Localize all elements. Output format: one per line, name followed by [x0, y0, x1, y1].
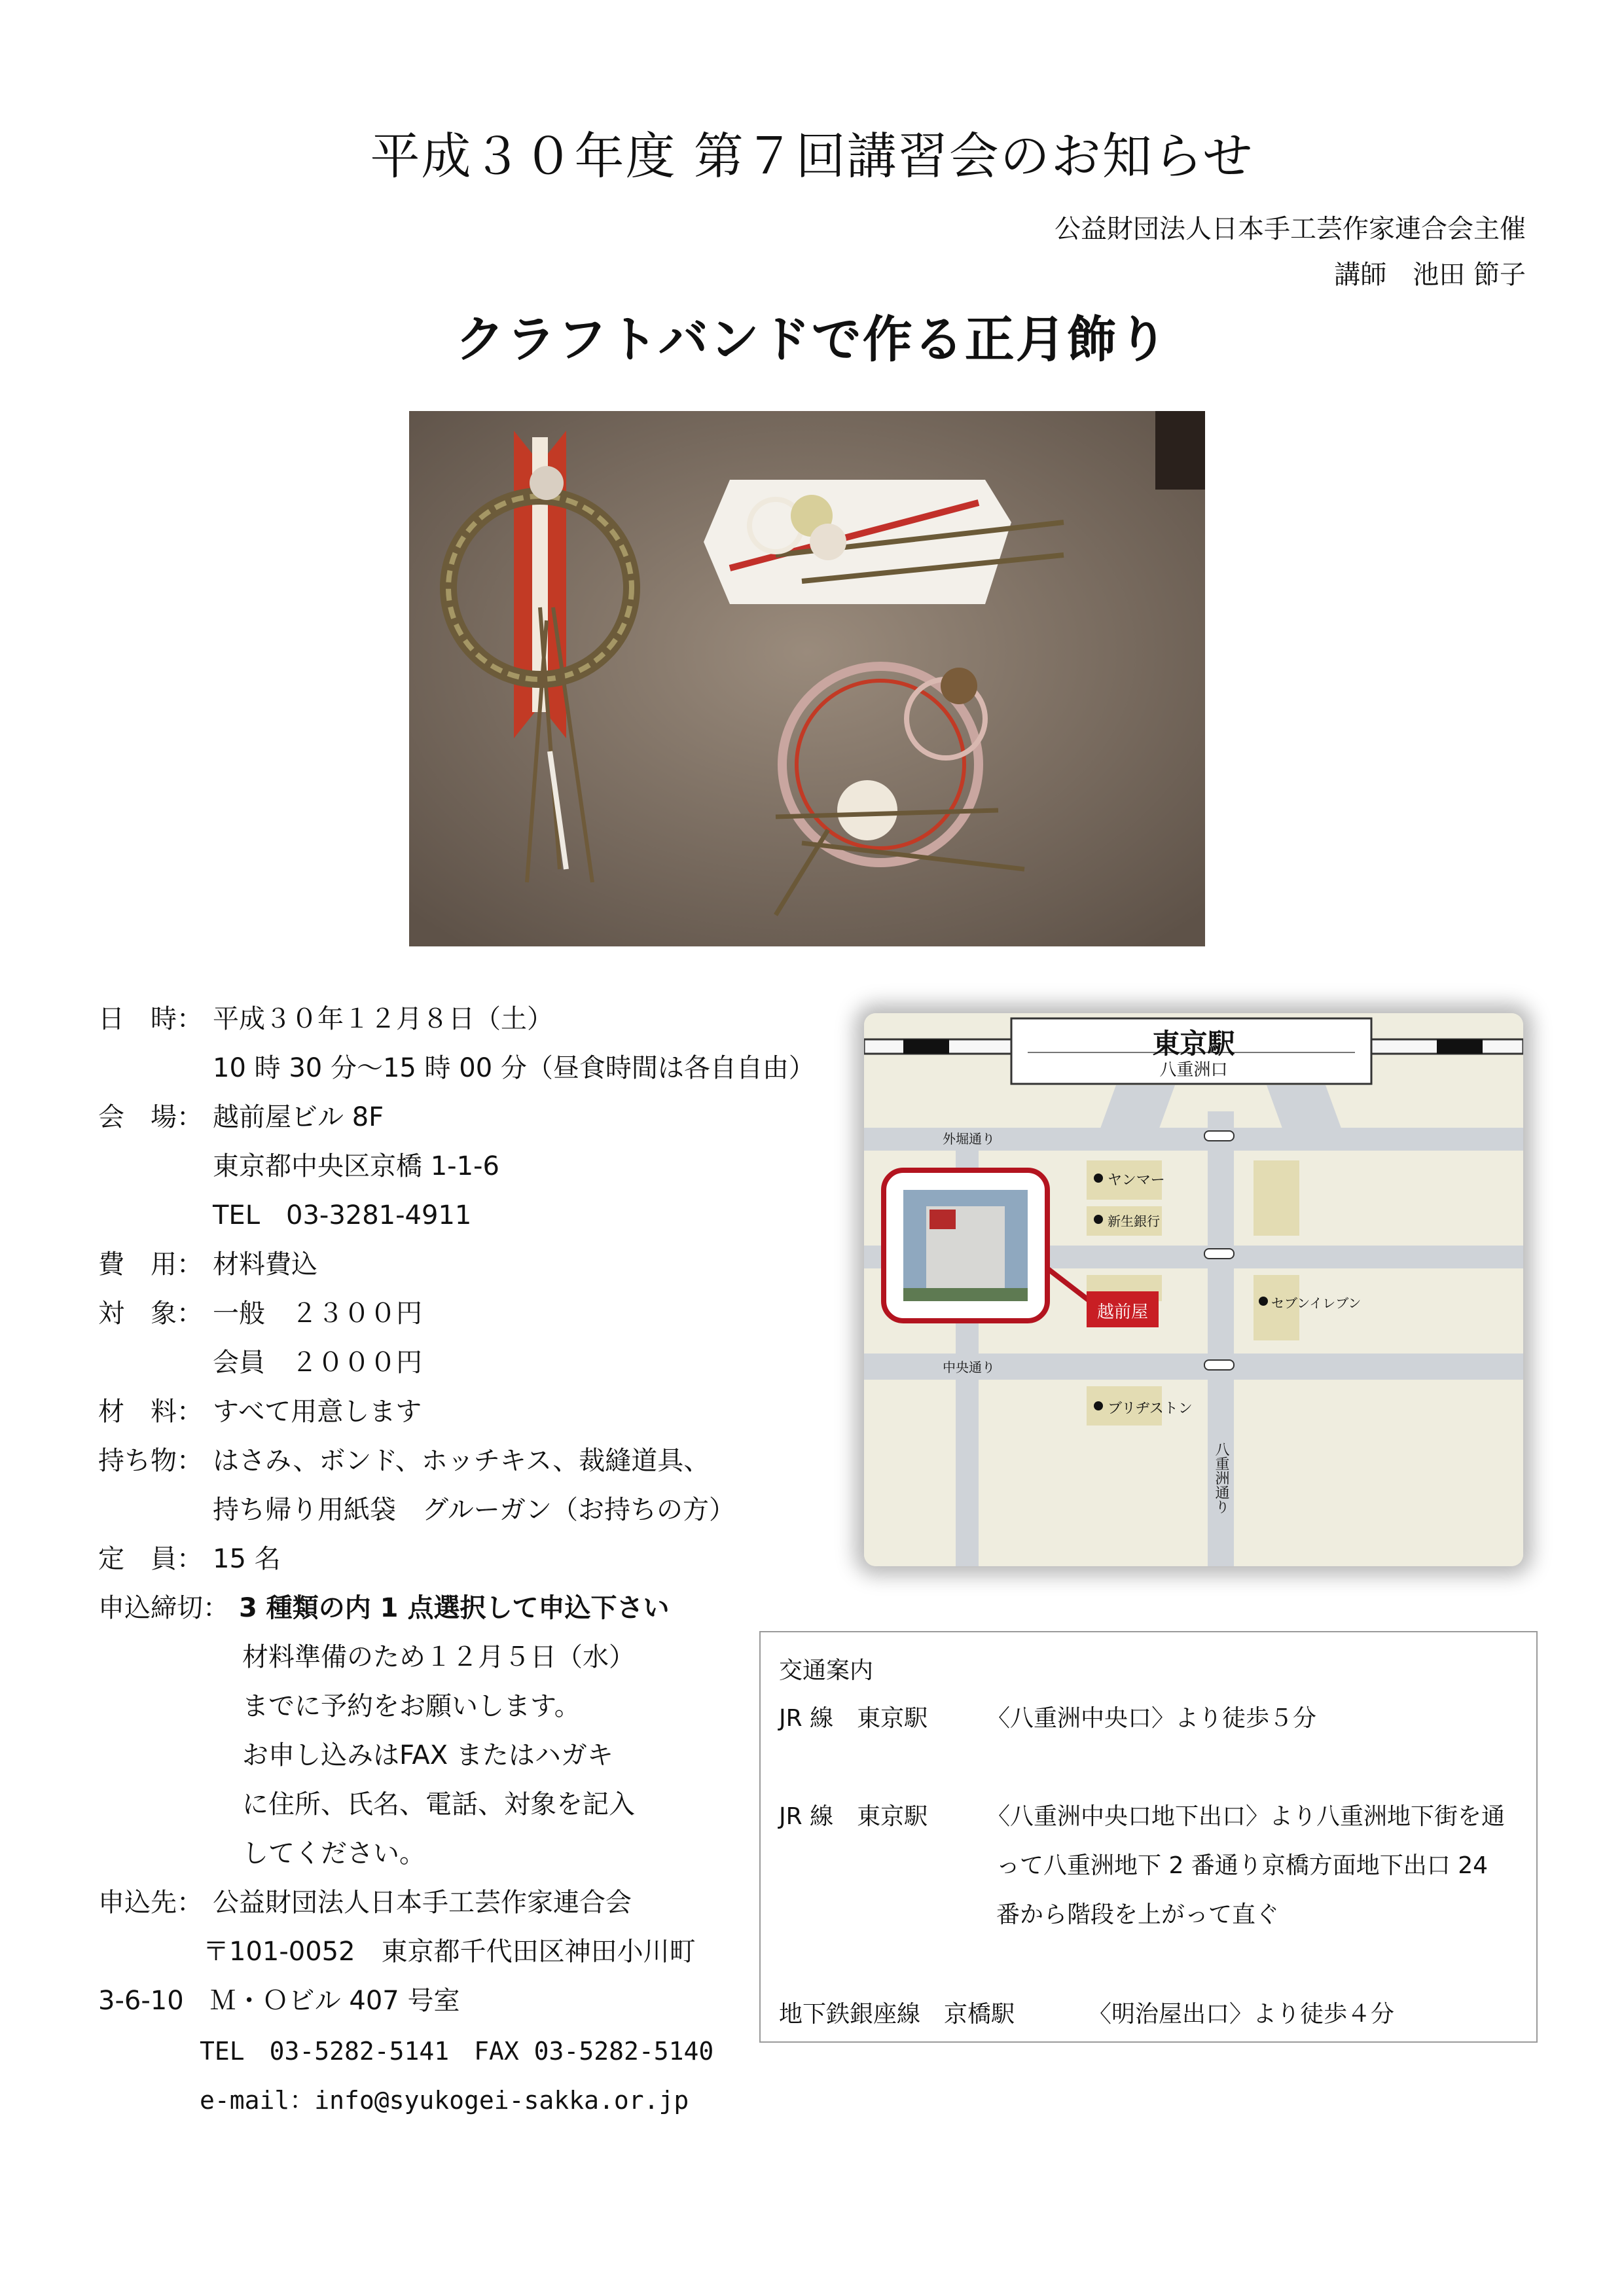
fee-label: 費 用：	[98, 1249, 203, 1280]
apply-tel-fax: TEL 03-5282-5141 FAX 03-5282-5140	[200, 2037, 714, 2066]
deadline-line-6: してください。	[242, 1839, 425, 1869]
venue-name: 越前屋ビル 8F	[213, 1102, 384, 1132]
decorations-illustration	[409, 411, 1205, 946]
time-value: 10 時 30 分～15 時 00 分（昼食時間は各自自由）	[213, 1053, 815, 1083]
deadline-line-1: 3 種類の内 1 点選択して申込下さい	[239, 1593, 670, 1623]
target-general: 一般 ２３００円	[213, 1299, 422, 1329]
lecturer: 講師 池田 節子	[1334, 260, 1526, 290]
deadline-line-5: に住所、氏名、電話、対象を記入	[242, 1789, 635, 1820]
deadline-line-4: お申し込みはFAX またはハガキ	[242, 1740, 613, 1770]
transit-box	[759, 1631, 1538, 2043]
map-poi-seven: セブンイレブン	[1271, 1295, 1362, 1311]
transit-route-1-desc: 〈八重洲中央口〉より徒歩５分	[986, 1705, 1317, 1732]
fee-value: 材料費込	[213, 1249, 317, 1280]
map-poi-yanmar: ヤンマー	[1108, 1172, 1165, 1189]
target-label: 対 象：	[98, 1299, 203, 1329]
transit-route-2-desc-2: って八重洲地下 2 番通り京橋方面地下出口 24	[996, 1852, 1489, 1879]
map-exit: 八重洲口	[1159, 1060, 1228, 1080]
material-label: 材 料：	[98, 1397, 203, 1427]
page-title: 平成３０年度 第７回講習会のお知らせ	[370, 127, 1254, 185]
map-street-top: 外堀通り	[943, 1131, 995, 1147]
deadline-line-3: までに予約をお願いします。	[242, 1691, 581, 1721]
organizer: 公益財団法人日本手工芸作家連合会主催	[1055, 214, 1526, 244]
date-label: 日 時：	[98, 1004, 203, 1034]
apply-org: 公益財団法人日本手工芸作家連合会	[213, 1888, 632, 1918]
venue-label: 会 場：	[98, 1102, 203, 1132]
bring-label: 持ち物：	[98, 1446, 203, 1476]
decorations-photo	[409, 411, 1205, 946]
map-station: 東京駅	[1152, 1028, 1235, 1060]
map-graphic	[864, 1013, 1523, 1566]
target-member: 会員 ２０００円	[213, 1348, 422, 1378]
map-street-vertical: 八重洲通り	[1213, 1442, 1229, 1514]
venue-tel: TEL 03-3281-4911	[213, 1200, 472, 1230]
deadline-line-2: 材料準備のため１２月５日（水）	[242, 1642, 635, 1672]
capacity-value: 15 名	[213, 1544, 281, 1574]
transit-route-1-line: JR 線 東京駅	[779, 1705, 928, 1732]
access-map	[864, 1013, 1523, 1566]
deadline-label: 申込締切：	[98, 1593, 229, 1623]
transit-route-3-desc: 〈明治屋出口〉より徒歩４分	[1088, 2001, 1395, 2028]
transit-route-2-desc-1: 〈八重洲中央口地下出口〉より八重洲地下街を通	[986, 1803, 1506, 1830]
apply-postal: 〒101-0052 東京都千代田区神田小川町	[203, 1937, 696, 1967]
transit-route-2-desc-3: 番から階段を上がって直ぐ	[996, 1901, 1280, 1928]
transit-heading: 交通案内	[779, 1657, 874, 1684]
apply-building: 3-6-10 Ｍ・Ｏビル 407 号室	[98, 1986, 460, 2016]
material-value: すべて用意します	[213, 1397, 422, 1427]
date-value: 平成３０年１２月８日（土）	[213, 1004, 553, 1034]
bring-line-2: 持ち帰り用紙袋 グルーガン（お持ちの方）	[213, 1495, 735, 1525]
apply-label: 申込先：	[98, 1888, 203, 1918]
map-venue-marker: 越前屋	[1096, 1302, 1148, 1322]
event-subtitle: クラフトバンドで作る正月飾り	[455, 310, 1169, 368]
transit-route-2-line: JR 線 東京駅	[779, 1803, 928, 1830]
map-street-mid: 中央通り	[943, 1359, 995, 1375]
apply-email[interactable]: e-mail：info@syukogei-sakka.or.jp	[200, 2086, 689, 2115]
venue-address: 東京都中央区京橋 1-1-6	[213, 1151, 499, 1181]
map-poi-bridgestone: ブリヂストン	[1108, 1401, 1193, 1417]
capacity-label: 定 員：	[98, 1544, 203, 1574]
transit-route-3-line: 地下鉄銀座線 京橋駅	[779, 2001, 1015, 2028]
map-poi-bank: 新生銀行	[1108, 1213, 1160, 1229]
bring-line-1: はさみ、ボンド、ホッチキス、裁縫道具、	[213, 1446, 710, 1476]
